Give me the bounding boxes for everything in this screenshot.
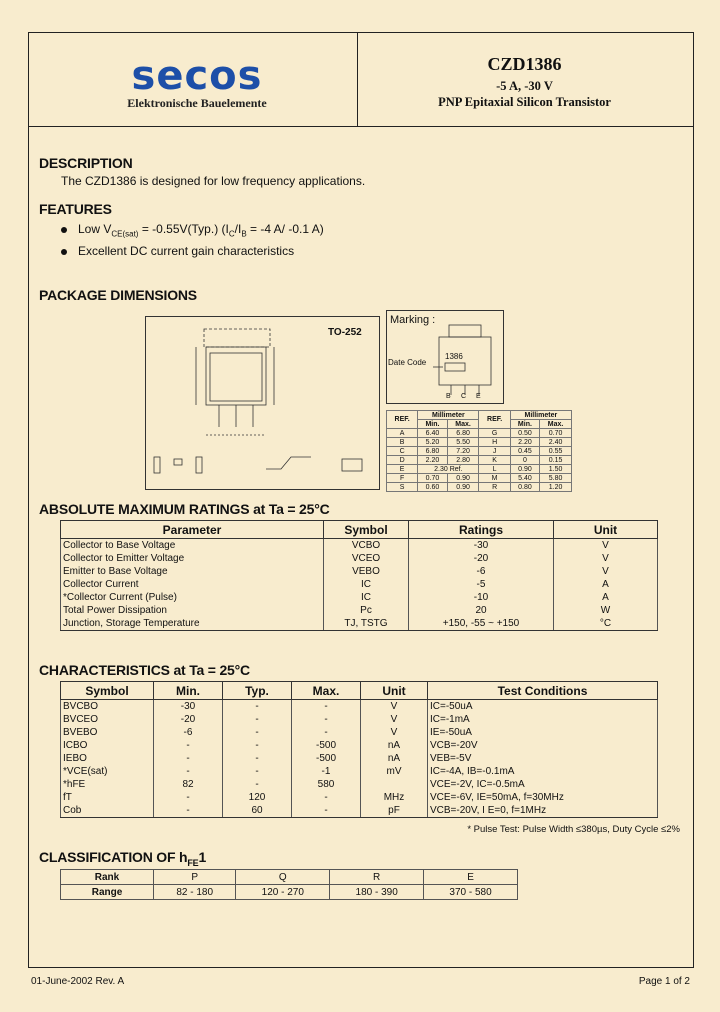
dim-min-header: Min. [510,420,539,429]
rank-label: Rank [61,870,154,885]
table-cell: IEBO [61,752,154,765]
table-cell: - [223,713,292,726]
description-text: The CZD1386 is designed for low frequency applications. [61,174,366,188]
table-cell: - [154,765,223,778]
table-cell: A [554,578,658,591]
table-cell: F [387,474,418,483]
col-header: Parameter [61,521,324,539]
table-cell: S [387,483,418,492]
pin-label-e: E [476,393,481,400]
table-row [61,565,658,578]
table-cell: nA [361,752,428,765]
table-cell: - [223,700,292,714]
table-cell: V [361,713,428,726]
abs-max-table [60,520,658,631]
col-header: Symbol [61,682,154,700]
table-cell: 0.45 [510,447,539,456]
text-fragment: FE [187,857,199,868]
table-cell: MHz [361,791,428,804]
table-cell: 6.40 [418,429,447,438]
table-cell: fT [61,791,154,804]
table-cell: BVEBO [61,726,154,739]
text-fragment: = -4 A/ -0.1 A) [246,222,324,236]
table-cell: VCB=-20V, I E=0, f=1MHz [428,804,658,818]
table-cell: 2.40 [540,438,572,447]
table-cell: 6.80 [418,447,447,456]
table-cell: 1.20 [540,483,572,492]
table-cell: 0.90 [447,483,479,492]
table-row [387,456,572,465]
table-row [61,539,658,553]
table-row [61,791,658,804]
table-cell: - [154,804,223,818]
table-cell: Collector to Base Voltage [61,539,324,553]
table-cell [361,778,428,791]
dimension-table [386,410,572,492]
table-cell: Junction, Storage Temperature [61,617,324,631]
table-row [61,700,658,714]
col-header: Max. [292,682,361,700]
dim-min-header: Min. [418,420,447,429]
characteristics-table [60,681,658,818]
marking-label: Marking : [390,314,436,326]
table-cell: - [292,726,361,739]
table-cell: 5.20 [418,438,447,447]
dim-max-header: Max. [540,420,572,429]
feature-item-1 [78,222,324,238]
table-cell: 0.70 [540,429,572,438]
table-cell: 180 - 390 [330,885,424,900]
table-cell: R [330,870,424,885]
table-cell: VCEO [324,552,409,565]
package-heading: PACKAGE DIMENSIONS [39,287,197,303]
feature-item-2: Excellent DC current gain characteristics [78,244,295,258]
dim-group-header: Millimeter [510,411,571,420]
table-cell: -30 [154,700,223,714]
table-cell: H [479,438,510,447]
to252-drawing-icon [146,317,379,489]
table-cell: - [154,739,223,752]
table-cell: 60 [223,804,292,818]
table-cell: D [387,456,418,465]
table-cell: °C [554,617,658,631]
bullet-icon [61,249,67,255]
table-cell: 0.90 [510,465,539,474]
table-cell: TJ, TSTG [324,617,409,631]
table-cell: -20 [154,713,223,726]
table-cell: 2.20 [418,456,447,465]
table-cell: -30 [409,539,554,553]
table-cell: 0.55 [540,447,572,456]
table-cell: 82 [154,778,223,791]
col-header: Typ. [223,682,292,700]
classification-table [60,869,518,900]
table-cell: - [223,752,292,765]
part-rating: -5 A, -30 V [496,79,553,93]
table-cell: 0 [510,456,539,465]
table-row [61,804,658,818]
revision-date: 01-June-2002 Rev. A [31,976,125,987]
table-cell: R [479,483,510,492]
table-cell: IC=-4A, IB=-0.1mA [428,765,658,778]
table-cell: 5.80 [540,474,572,483]
bullet-icon [61,227,67,233]
dim-max-header: Max. [447,420,479,429]
table-cell: - [292,791,361,804]
table-cell: Total Power Dissipation [61,604,324,617]
classification-heading [39,849,206,868]
table-cell: - [154,752,223,765]
table-cell: IC [324,591,409,604]
col-header: Symbol [324,521,409,539]
table-cell: 0.15 [540,456,572,465]
table-row [61,885,518,900]
table-cell: pF [361,804,428,818]
text-fragment: CLASSIFICATION OF h [39,849,188,865]
table-row [61,778,658,791]
table-cell: Pc [324,604,409,617]
table-cell: -20 [409,552,554,565]
table-cell: 1.50 [540,465,572,474]
table-row [387,465,572,474]
table-cell: *VCE(sat) [61,765,154,778]
marking-code: 1386 [445,352,463,361]
table-row [387,438,572,447]
table-cell: - [223,765,292,778]
table-cell: - [223,778,292,791]
table-row [387,474,572,483]
part-type: PNP Epitaxial Silicon Transistor [438,95,611,109]
table-cell: V [554,539,658,553]
marking-diagram [386,310,504,404]
table-cell: VEBO [324,565,409,578]
date-code-label: Date Code [388,358,427,367]
abs-max-heading: ABSOLUTE MAXIMUM RATINGS at Ta = 25°C [39,501,330,517]
table-cell: IE=-50uA [428,726,658,739]
table-cell: M [479,474,510,483]
table-cell: 0.60 [418,483,447,492]
pulse-test-footnote: * Pulse Test: Pulse Width ≤380µs, Duty Cycle ≤2% [467,824,680,835]
table-cell: 2.30 Ref. [418,465,479,474]
table-row [61,617,658,631]
dim-group-header: Millimeter [418,411,479,420]
table-cell: E [387,465,418,474]
features-heading: FEATURES [39,201,112,217]
table-row [61,752,658,765]
table-cell: -1 [292,765,361,778]
table-cell: VCE=-2V, IC=-0.5mA [428,778,658,791]
text-fragment: B [241,229,247,239]
header-divider [28,126,694,127]
table-cell: 20 [409,604,554,617]
table-cell: 0.50 [510,429,539,438]
table-cell: K [479,456,510,465]
part-number: CZD1386 [487,54,562,74]
table-cell: 2.80 [447,456,479,465]
table-cell: 0.90 [447,474,479,483]
table-cell: J [479,447,510,456]
table-cell: *hFE [61,778,154,791]
table-cell: - [292,713,361,726]
package-outline-drawing [145,316,380,490]
table-cell: A [387,429,418,438]
table-cell: V [361,726,428,739]
table-cell: V [554,552,658,565]
page-number: Page 1 of 2 [638,976,690,987]
table-cell: C [387,447,418,456]
dim-ref-header: REF. [479,411,510,429]
dim-ref-header: REF. [387,411,418,429]
table-cell: Q [236,870,330,885]
col-header: Min. [154,682,223,700]
text-fragment: CE(sat) [111,229,139,239]
table-cell: 120 [223,791,292,804]
text-fragment: = -0.55V(Typ.) (I [138,222,229,236]
table-cell: 370 - 580 [424,885,518,900]
table-cell: VCB=-20V [428,739,658,752]
characteristics-heading: CHARACTERISTICS at Ta = 25°C [39,662,250,678]
pin-label-c: C [461,393,467,400]
table-cell: ICBO [61,739,154,752]
table-row [61,591,658,604]
table-cell: - [223,726,292,739]
table-cell: P [154,870,236,885]
table-cell: Collector to Emitter Voltage [61,552,324,565]
table-row [61,870,518,885]
table-cell: -500 [292,739,361,752]
table-cell: 0.80 [510,483,539,492]
col-header: Unit [554,521,658,539]
table-cell: 0.70 [418,474,447,483]
text-fragment: C [228,229,235,239]
table-cell: 5.40 [510,474,539,483]
table-cell: VEB=-5V [428,752,658,765]
table-cell: 82 - 180 [154,885,236,900]
table-cell: BVCBO [61,700,154,714]
table-cell: Collector Current [61,578,324,591]
table-row [387,483,572,492]
table-cell: A [554,591,658,604]
table-cell: Emitter to Base Voltage [61,565,324,578]
table-row [61,739,658,752]
table-row [61,726,658,739]
package-name: TO-252 [328,327,362,338]
table-cell: 7.20 [447,447,479,456]
table-cell: V [361,700,428,714]
table-cell: 6.80 [447,429,479,438]
text-fragment: Low V [78,222,112,236]
table-cell: - [154,791,223,804]
table-cell: -5 [409,578,554,591]
text-fragment: 1 [198,849,207,865]
table-cell: *Collector Current (Pulse) [61,591,324,604]
col-header: Ratings [409,521,554,539]
table-cell: BVCEO [61,713,154,726]
table-row [61,765,658,778]
table-row [61,552,658,565]
col-header: Test Conditions [428,682,658,700]
table-cell: Cob [61,804,154,818]
table-row [61,604,658,617]
table-cell: E [424,870,518,885]
table-cell: VCBO [324,539,409,553]
table-cell: - [292,700,361,714]
col-header: Unit [361,682,428,700]
table-cell: V [554,565,658,578]
table-cell: nA [361,739,428,752]
company-logo [112,53,282,99]
table-cell: W [554,604,658,617]
table-row [387,447,572,456]
text-fragment: /I [234,222,242,236]
range-label: Range [61,885,154,900]
table-cell: mV [361,765,428,778]
table-row [61,578,658,591]
table-cell: -10 [409,591,554,604]
table-cell: 2.20 [510,438,539,447]
table-cell: - [223,739,292,752]
table-cell: - [292,804,361,818]
description-heading: DESCRIPTION [39,155,133,171]
pin-label-b: B [446,393,451,400]
table-cell: 120 - 270 [236,885,330,900]
table-cell: -6 [154,726,223,739]
table-cell: B [387,438,418,447]
table-cell: -6 [409,565,554,578]
company-name: Elektronische Bauelemente [127,96,267,110]
table-cell: 5.50 [447,438,479,447]
logo-text: secos [131,53,263,99]
table-cell: IC [324,578,409,591]
table-cell: +150, -55 ~ +150 [409,617,554,631]
table-cell: L [479,465,510,474]
table-cell: -500 [292,752,361,765]
table-cell: IC=-1mA [428,713,658,726]
table-cell: VCE=-6V, IE=50mA, f=30MHz [428,791,658,804]
table-cell: G [479,429,510,438]
table-cell: IC=-50uA [428,700,658,714]
table-row [387,429,572,438]
table-cell: 580 [292,778,361,791]
table-row [61,713,658,726]
